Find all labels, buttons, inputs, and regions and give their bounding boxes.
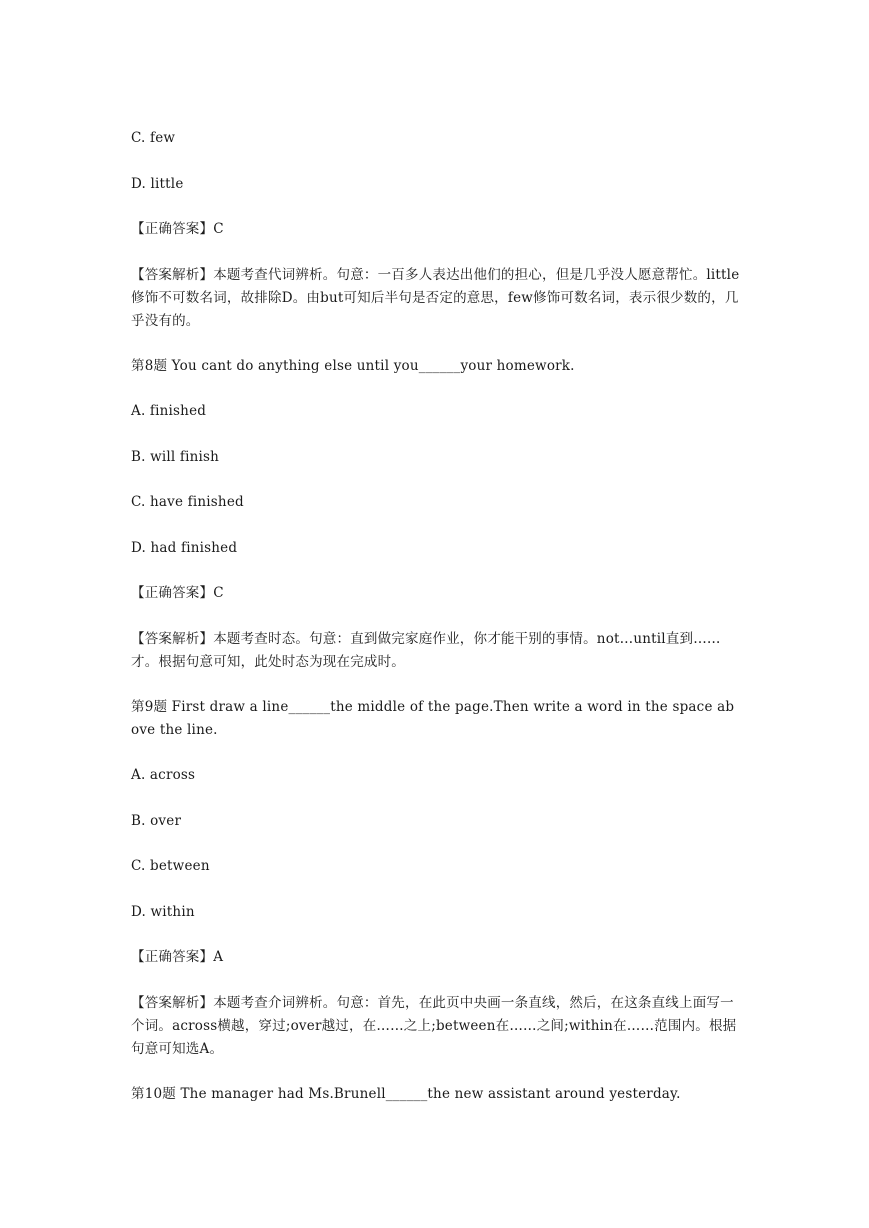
q9-question: 第9题 First draw a line______the middle of the page.Then write a word in the space above the line. [131,699,735,738]
q7-option-d: D. little [131,176,184,192]
q10-question: 第10题 The manager had Ms.Brunell______the new assistant around yesterday. [131,1086,681,1102]
q9-option-c: C. between [131,858,210,874]
q8-explanation: 【答案解析】本题考查时态。句意：直到做完家庭作业，你才能干别的事情。not…until直到……才。根据句意可知，此处时态为现在完成时。 [131,631,721,670]
q9-explanation: 【答案解析】本题考查介词辨析。句意：首先，在此页中央画一条直线，然后，在这条直线上面写一个词。across横越，穿过;over越过，在……之上;between在……之间;within在……范围内。根据句意可知选A。 [131,995,737,1057]
q8-answer: 【正确答案】C [131,585,224,601]
q8-option-b: B. will finish [131,449,220,465]
q8-option-d: D. had finished [131,540,238,556]
q9-option-d: D. within [131,904,195,920]
q8-option-c: C. have finished [131,494,244,510]
q7-answer: 【正确答案】C [131,221,224,237]
q9-option-a: A. across [131,767,196,783]
q9-option-b: B. over [131,813,182,829]
q7-option-c: C. few [131,130,176,146]
q8-question: 第8题 You cant do anything else until you______your homework. [131,358,575,374]
q9-answer: 【正确答案】A [131,949,224,965]
q8-option-a: A. finished [131,403,207,419]
q7-explanation: 【答案解析】本题考查代词辨析。句意：一百多人表达出他们的担心，但是几乎没人愿意帮忙。little修饰不可数名词，故排除D。由but可知后半句是否定的意思，few修饰可数名词，表示很少数的，几乎没有的。 [131,267,740,329]
